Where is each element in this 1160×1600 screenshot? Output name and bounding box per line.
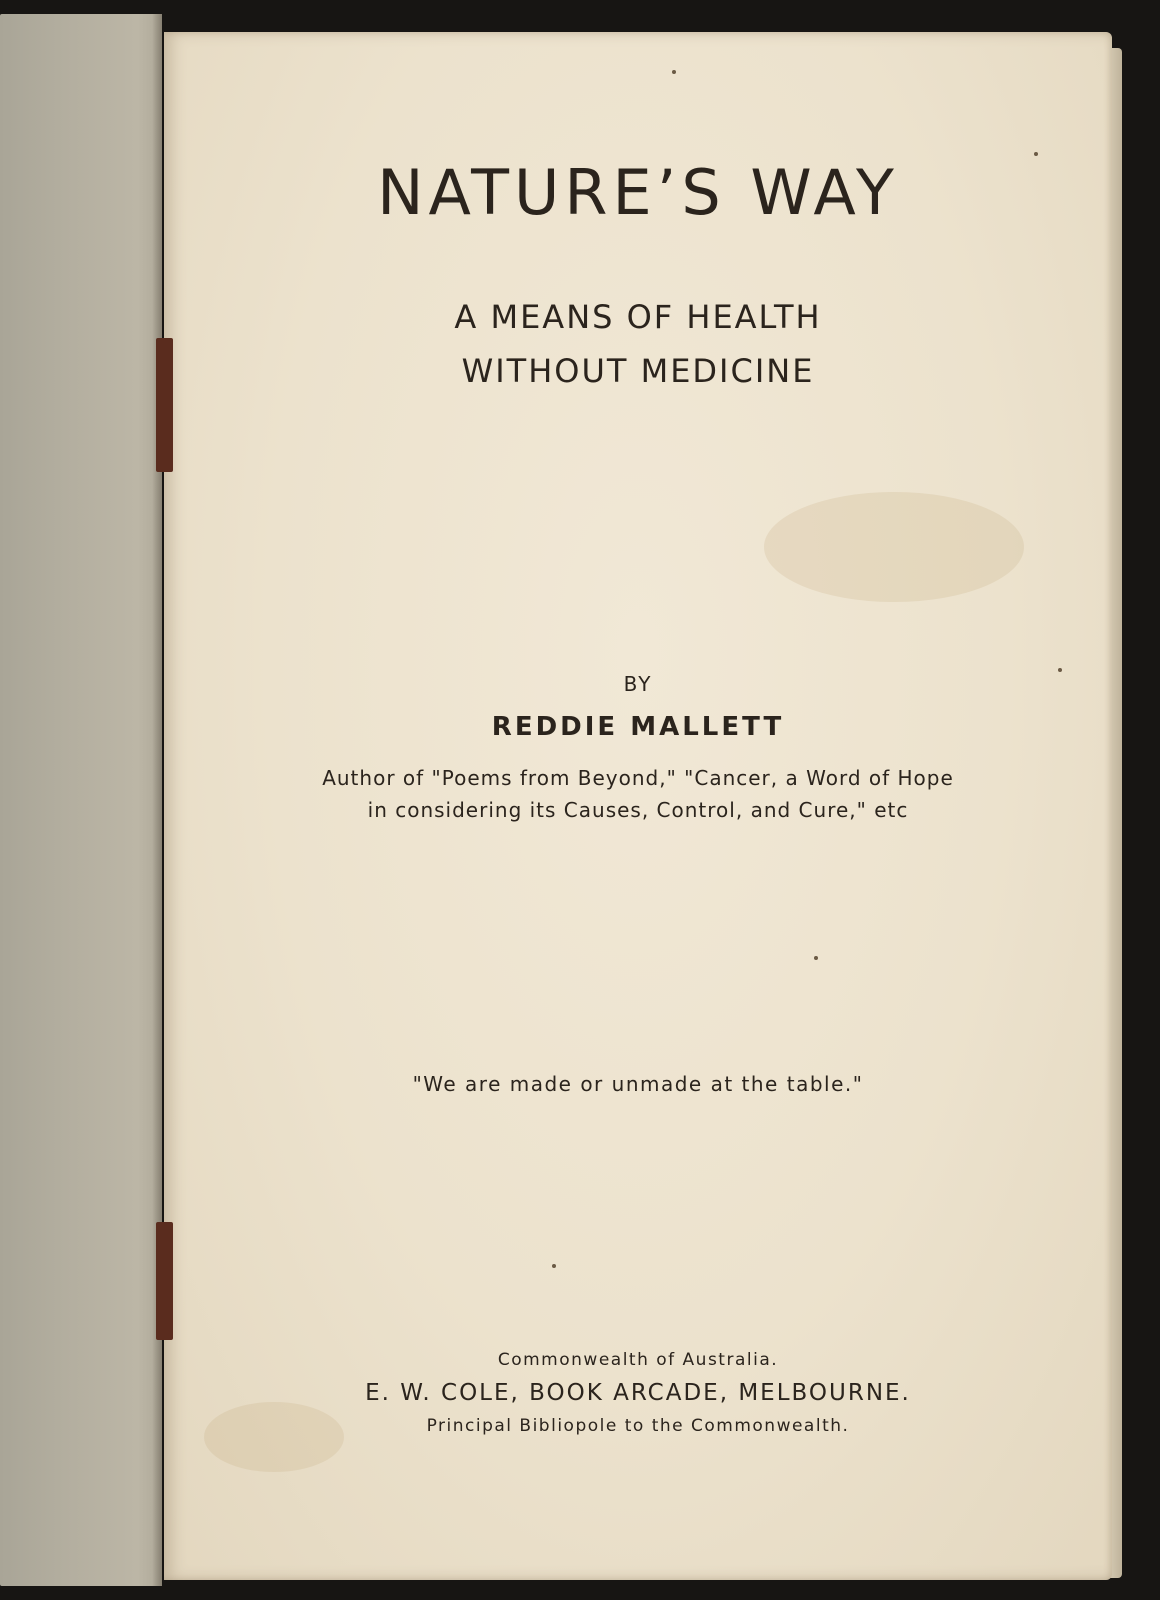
author-credits-line-1: Author of "Poems from Beyond," "Cancer, a Word of Hope [322, 766, 954, 790]
subtitle-line-2: WITHOUT MEDICINE [461, 352, 815, 390]
author-name: REDDIE MALLETT [491, 712, 785, 742]
binding-stitch [156, 1222, 173, 1340]
title-page [164, 32, 1112, 1580]
paper-speck [1034, 152, 1038, 156]
by-label: BY [623, 672, 653, 696]
subtitle-line-1: A MEANS OF HEALTH [454, 298, 822, 336]
publisher-line-2: E. W. COLE, BOOK ARCADE, MELBOURNE. [365, 1380, 911, 1406]
publisher-line-1: Commonwealth of Australia. [497, 1350, 779, 1370]
publisher-line-3: Principal Bibliopole to the Commonwealth. [426, 1416, 850, 1436]
left-cover-page [0, 14, 162, 1586]
paper-speck [814, 956, 818, 960]
paper-speck [552, 1264, 556, 1268]
paper-speck [672, 70, 676, 74]
paper-speck [1058, 668, 1062, 672]
paper-stain [764, 492, 1024, 602]
binding-stitch [156, 338, 173, 472]
book-title: NATURE’S WAY [377, 156, 899, 229]
epigraph-quote: "We are made or unmade at the table." [412, 1072, 864, 1096]
paper-stain [204, 1402, 344, 1472]
author-credits-line-2: in considering its Causes, Control, and Cure," etc [367, 798, 909, 822]
